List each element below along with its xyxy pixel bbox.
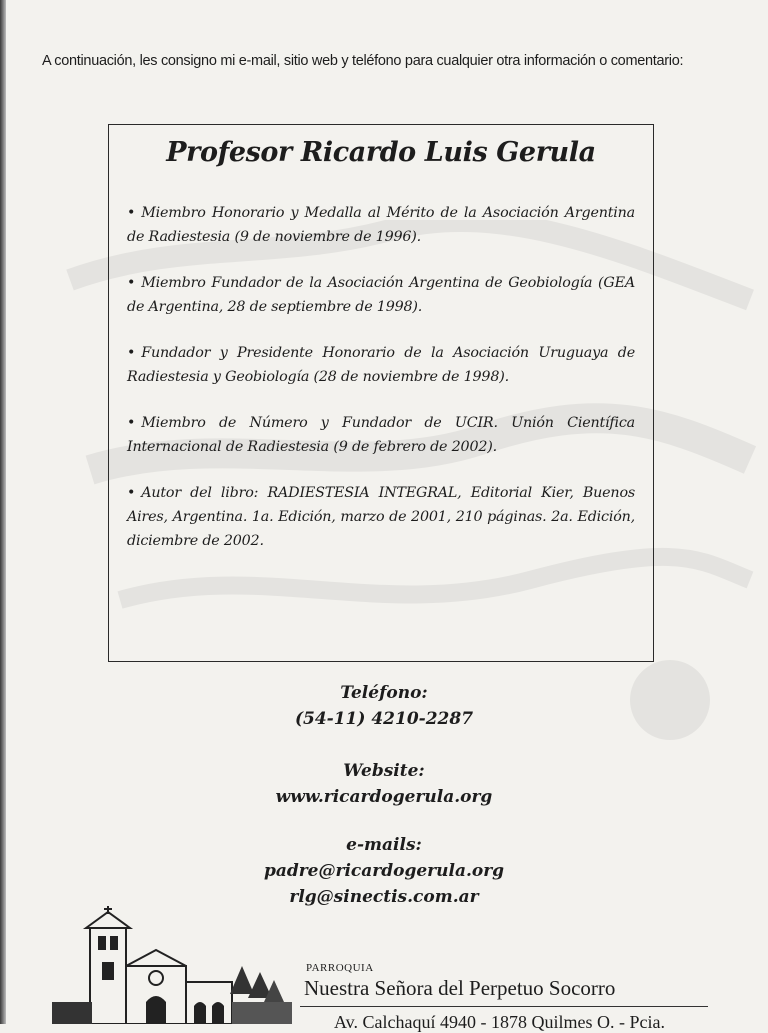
website-link[interactable]: www.ricardogerula.org [275, 787, 493, 807]
phone-label: Teléfono: [340, 683, 428, 703]
website-label: Website: [343, 761, 425, 781]
email-link-1[interactable]: padre@ricardogerula.org [263, 861, 505, 881]
parish-name: Nuestra Señora del Perpetuo Socorro [304, 976, 616, 1000]
parish-address: Av. Calchaquí 4940 - 1878 Quilmes O. - Pcia. [334, 1012, 665, 1032]
cv-box [108, 124, 654, 662]
cv-item [127, 411, 635, 459]
bullet-icon: • [127, 275, 136, 291]
bullet-icon: • [127, 485, 136, 501]
bullet-icon: • [127, 345, 136, 361]
bullet-icon: • [127, 415, 136, 431]
intro-paragraph: A continuación, les consigno mi e-mail, sitio web y teléfono para cualquier otra información o comentario: [42, 53, 684, 69]
cv-item [127, 201, 635, 249]
bullet-icon: • [127, 205, 136, 221]
cv-item-text: Autor del libro: RADIESTESIA INTEGRAL, Editorial Kier, Buenos Aires, Argentina. 1a. Edición, marzo de 2001, 210 páginas. 2a. Edición, diciembre de 2002. [127, 485, 635, 549]
cv-list [127, 201, 635, 575]
emails-label: e-mails: [346, 835, 422, 855]
footer-divider [300, 1006, 708, 1007]
cv-item-text: Miembro de Número y Fundador de UCIR. Unión Científica Internacional de Radiestesia (9 de febrero de 2002). [127, 415, 635, 455]
cv-item [127, 271, 635, 319]
cv-item-text: Fundador y Presidente Honorario de la Asociación Uruguaya de Radiestesia y Geobiología (28 de noviembre de 1998). [127, 345, 635, 385]
cv-item-text: Miembro Fundador de la Asociación Argentina de Geobiología (GEA de Argentina, 28 de septiembre de 1998). [127, 275, 635, 315]
cv-item-text: Miembro Honorario y Medalla al Mérito de la Asociación Argentina de Radiestesia (9 de noviembre de 1996). [127, 205, 635, 245]
church-illustration [52, 906, 292, 1024]
phone-number: (54-11) 4210-2287 [294, 709, 474, 729]
email-link-2[interactable]: rlg@sinectis.com.ar [289, 887, 479, 907]
cv-title: Profesor Ricardo Luis Gerula [166, 137, 596, 168]
cv-item [127, 341, 635, 389]
cv-item [127, 481, 635, 553]
parish-label: PARROQUIA [306, 962, 374, 974]
